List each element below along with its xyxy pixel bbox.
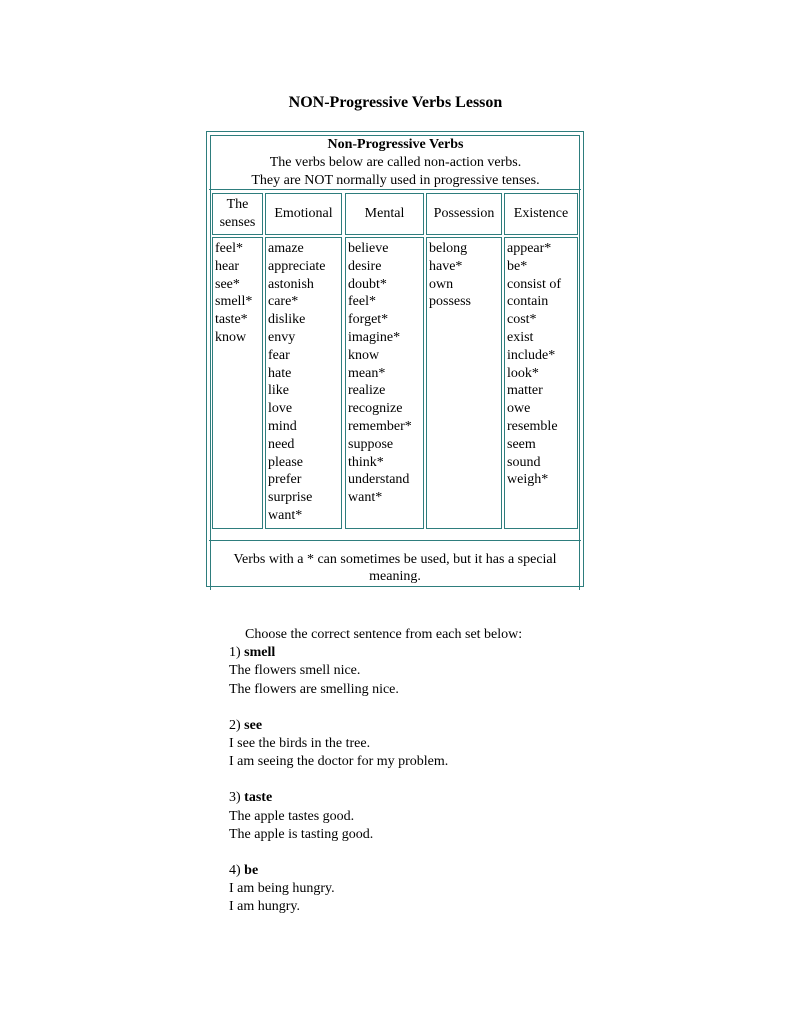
verb-item: own <box>429 276 454 292</box>
verb-item: realize <box>348 383 386 399</box>
verb-item: want* <box>268 507 303 523</box>
word-list-mental <box>345 237 424 529</box>
verb-item: owe <box>507 401 531 417</box>
verb-item: feel* <box>348 294 376 310</box>
verb-item: astonish <box>268 276 314 292</box>
answer-option[interactable]: I am seeing the doctor for my problem. <box>229 754 449 770</box>
verb-item: envy <box>268 329 296 345</box>
category-possession <box>426 193 502 235</box>
quiz-question <box>229 644 522 699</box>
question-verb: be <box>244 863 259 879</box>
question-verb: see <box>244 717 263 733</box>
quiz-intro: Choose the correct sentence from each set below: <box>245 627 523 642</box>
answer-option[interactable]: The flowers are smelling nice. <box>229 681 399 697</box>
verb-item: mind <box>268 418 297 434</box>
question-number: 1) <box>229 645 245 661</box>
verb-item: desire <box>348 258 382 274</box>
verb-item: amaze <box>268 241 304 256</box>
verb-item: please <box>268 454 303 470</box>
answer-option[interactable]: The flowers smell nice. <box>229 663 361 679</box>
quiz-section <box>229 626 522 917</box>
question-verb: smell <box>244 645 276 661</box>
verb-item: appear* <box>507 241 552 256</box>
word-list-emotional <box>265 237 342 529</box>
category-label: Emotional <box>274 206 333 221</box>
verb-item: seem <box>507 436 536 452</box>
question-number: 3) <box>229 790 245 806</box>
answer-option[interactable]: I see the birds in the tree. <box>229 736 371 752</box>
answer-option[interactable]: I am being hungry. <box>229 881 335 897</box>
table-header <box>0 136 791 190</box>
verb-item: care* <box>268 294 299 310</box>
quiz-questions <box>229 644 522 916</box>
verb-item: sound <box>507 454 541 470</box>
quiz-question <box>229 862 522 917</box>
verb-item: need <box>268 436 295 452</box>
verb-item: possess <box>429 294 472 310</box>
table-heading: Non-Progressive Verbs <box>327 137 464 152</box>
verb-item: matter <box>507 383 543 399</box>
verb-item: contain <box>507 294 549 310</box>
word-list-senses <box>212 237 263 529</box>
category-senses <box>212 193 263 235</box>
question-header <box>229 789 522 807</box>
verb-item: forget* <box>348 312 389 328</box>
verb-item: prefer <box>268 472 302 488</box>
answer-option[interactable]: The apple tastes good. <box>229 808 355 824</box>
verb-item: know <box>348 347 380 363</box>
page-title: NON-Progressive Verbs Lesson <box>288 94 503 111</box>
verb-item: believe <box>348 241 389 256</box>
quiz-question <box>229 789 522 844</box>
category-emotional <box>265 193 342 235</box>
verb-item: cost* <box>507 312 537 328</box>
question-header <box>229 717 522 735</box>
question-verb: taste <box>244 790 273 806</box>
verb-item: like <box>268 383 289 399</box>
word-list-possession <box>426 237 502 529</box>
verb-item: taste* <box>215 312 248 328</box>
table-subtitle-1: The verbs below are called non-action verbs. <box>269 155 522 170</box>
verb-item: surprise <box>268 490 313 506</box>
question-number: 2) <box>229 717 245 733</box>
verb-item: feel* <box>215 241 243 256</box>
category-existence <box>504 193 578 235</box>
question-header <box>229 644 522 662</box>
verb-item: see* <box>215 276 240 292</box>
verb-item: have* <box>429 258 463 274</box>
answer-option[interactable]: The apple is tasting good. <box>229 826 374 842</box>
verb-item: doubt* <box>348 276 387 292</box>
verb-item: hear <box>215 258 240 274</box>
quiz-question <box>229 717 522 772</box>
asterisk-note: Verbs with a * can sometimes be used, but it has a special meaning. <box>233 552 557 584</box>
category-label: The senses <box>219 197 256 230</box>
word-list-existence <box>504 237 578 529</box>
verb-item: love <box>268 401 293 417</box>
table-subtitle-2: They are NOT normally used in progressive tenses. <box>251 173 540 188</box>
verb-item: imagine* <box>348 329 401 345</box>
verb-item: appreciate <box>268 258 326 274</box>
table-divider <box>209 540 581 541</box>
question-header <box>229 862 522 880</box>
category-label: Mental <box>364 206 405 221</box>
verb-item: understand <box>348 472 410 488</box>
verb-item: include* <box>507 347 556 363</box>
verb-item: be* <box>507 258 528 274</box>
category-label: Possession <box>433 206 495 221</box>
category-label: Existence <box>513 206 569 221</box>
verb-item: smell* <box>215 294 253 310</box>
verb-item: recognize <box>348 401 403 417</box>
verb-item: consist of <box>507 276 562 292</box>
verb-item: look* <box>507 365 539 381</box>
verb-item: remember* <box>348 418 412 434</box>
category-mental <box>345 193 424 235</box>
answer-option[interactable]: I am hungry. <box>229 899 301 915</box>
verb-item: want* <box>348 490 383 506</box>
verb-item: fear <box>268 347 290 363</box>
verb-item: mean* <box>348 365 386 381</box>
verb-item: suppose <box>348 436 394 452</box>
verb-item: hate <box>268 365 292 381</box>
verb-item: know <box>215 329 247 345</box>
verb-item: think* <box>348 454 384 470</box>
verb-item: belong <box>429 241 468 256</box>
verb-item: exist <box>507 329 534 345</box>
question-number: 4) <box>229 863 245 879</box>
verb-item: resemble <box>507 418 558 434</box>
verb-item: dislike <box>268 312 306 328</box>
verb-item: weigh* <box>507 472 549 488</box>
